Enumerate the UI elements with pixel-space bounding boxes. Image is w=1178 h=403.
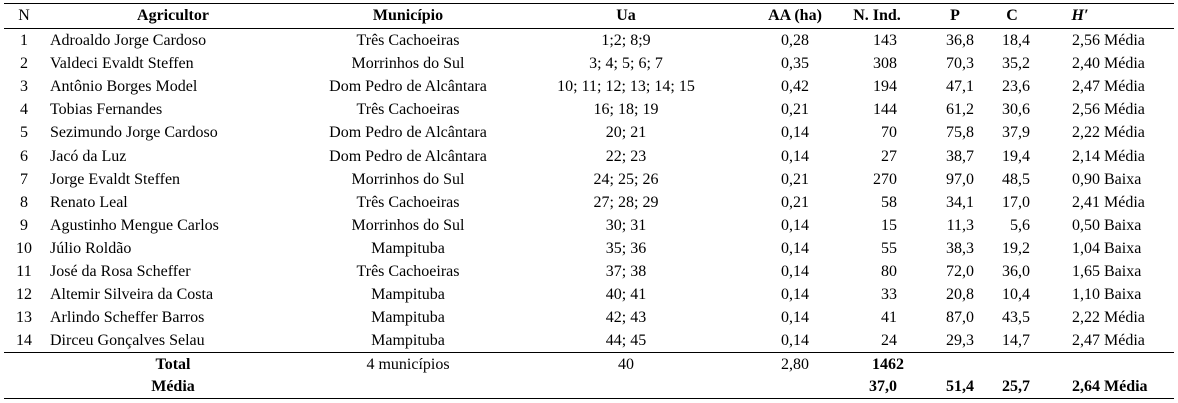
row-aa: 0,14 xyxy=(781,309,809,327)
row-nind: 308 xyxy=(873,55,897,73)
row-c: 43,5 xyxy=(1002,309,1030,327)
row-p: 61,2 xyxy=(946,101,974,119)
row-aa: 0,21 xyxy=(781,170,809,188)
row-aa: 0,28 xyxy=(781,32,809,49)
row-p: 36,8 xyxy=(946,32,974,49)
row-class: Média xyxy=(1104,32,1145,49)
row-aa: 0,14 xyxy=(781,239,809,257)
header-h: H′ xyxy=(1071,7,1089,24)
row-agricultor: Sezimundo Jorge Cardoso xyxy=(50,124,218,142)
row-ua: 40; 41 xyxy=(605,286,647,304)
row-ua: 24; 25; 26 xyxy=(593,170,659,188)
media-nind: 37,0 xyxy=(869,378,897,395)
row-h: 2,41 xyxy=(1072,193,1100,211)
row-aa: 0,14 xyxy=(781,332,809,350)
row-n: 9 xyxy=(20,216,28,234)
row-municipio: Morrinhos do Sul xyxy=(351,55,465,73)
row-h: 2,56 xyxy=(1072,101,1100,119)
media-c: 25,7 xyxy=(1002,378,1030,395)
row-nind: 270 xyxy=(873,170,897,188)
row-n: 1 xyxy=(20,32,28,49)
header-nind: N. Ind. xyxy=(853,7,901,24)
row-agricultor: Dirceu Gonçalves Selau xyxy=(50,332,205,350)
row-h: 2,40 xyxy=(1072,55,1100,73)
bottom-rule xyxy=(4,398,1174,399)
row-nind: 24 xyxy=(881,332,897,350)
row-h: 2,47 xyxy=(1072,78,1100,96)
row-ua: 42; 43 xyxy=(605,309,647,327)
row-p: 72,0 xyxy=(946,263,974,280)
row-h: 2,22 xyxy=(1072,124,1100,142)
row-p: 47,1 xyxy=(946,78,974,96)
row-p: 70,3 xyxy=(946,55,974,73)
row-class: Baixa xyxy=(1104,216,1142,234)
header-municipio: Município xyxy=(372,7,444,24)
row-agricultor: Valdeci Evaldt Steffen xyxy=(50,55,194,73)
row-p: 20,8 xyxy=(946,286,974,304)
header-rule xyxy=(4,28,1174,29)
row-aa: 0,35 xyxy=(781,55,809,73)
row-agricultor: Tobias Fernandes xyxy=(50,101,163,119)
row-agricultor: Renato Leal xyxy=(50,193,128,211)
row-c: 17,0 xyxy=(1002,193,1030,211)
row-p: 38,7 xyxy=(946,147,974,165)
row-aa: 0,14 xyxy=(781,124,809,142)
media-p: 51,4 xyxy=(946,378,974,395)
row-agricultor: Adroaldo Jorge Cardoso xyxy=(50,32,207,49)
row-c: 48,5 xyxy=(1002,170,1030,188)
row-ua: 20; 21 xyxy=(605,124,647,142)
row-n: 4 xyxy=(20,101,28,119)
row-c: 23,6 xyxy=(1002,78,1030,96)
row-c: 35,2 xyxy=(1002,55,1030,73)
header-c: C xyxy=(1006,7,1018,24)
row-nind: 15 xyxy=(881,216,897,234)
row-h: 2,14 xyxy=(1072,147,1100,165)
row-ua: 44; 45 xyxy=(605,332,647,350)
media-h: 2,64 xyxy=(1072,378,1100,395)
row-n: 8 xyxy=(20,193,28,211)
row-h: 1,04 xyxy=(1072,239,1100,257)
total-nind: 1462 xyxy=(872,356,904,373)
row-h: 2,47 xyxy=(1072,332,1100,350)
row-c: 37,9 xyxy=(1002,124,1030,142)
row-aa: 0,14 xyxy=(781,263,809,280)
row-class: Média xyxy=(1104,78,1145,96)
row-nind: 27 xyxy=(881,147,897,165)
row-ua: 37; 38 xyxy=(605,263,647,280)
row-c: 19,4 xyxy=(1002,147,1030,165)
row-ua: 27; 28; 29 xyxy=(593,193,659,211)
row-n: 10 xyxy=(16,239,32,257)
row-municipio: Três Cachoeiras xyxy=(356,101,460,119)
row-class: Média xyxy=(1104,124,1145,142)
row-n: 3 xyxy=(20,78,28,96)
row-municipio: Três Cachoeiras xyxy=(356,263,460,280)
row-municipio: Três Cachoeiras xyxy=(356,193,460,211)
row-municipio: Três Cachoeiras xyxy=(356,32,460,49)
row-municipio: Mampituba xyxy=(371,239,445,257)
row-ua: 35; 36 xyxy=(605,239,647,257)
row-c: 14,7 xyxy=(1002,332,1030,350)
body-rule xyxy=(4,352,1174,353)
row-agricultor: Altemir Silveira da Costa xyxy=(50,286,214,304)
row-c: 5,6 xyxy=(1010,216,1030,234)
row-agricultor: José da Rosa Scheffer xyxy=(50,263,191,280)
row-nind: 70 xyxy=(881,124,897,142)
row-n: 14 xyxy=(16,332,32,350)
row-municipio: Mampituba xyxy=(371,286,445,304)
row-p: 75,8 xyxy=(946,124,974,142)
header-aa: AA (ha) xyxy=(768,7,822,24)
row-c: 10,4 xyxy=(1002,286,1030,304)
row-h: 1,65 xyxy=(1072,263,1100,280)
row-ua: 30; 31 xyxy=(605,216,647,234)
row-aa: 0,14 xyxy=(781,286,809,304)
row-n: 13 xyxy=(16,309,32,327)
row-municipio: Morrinhos do Sul xyxy=(351,216,465,234)
header-p: P xyxy=(950,7,960,24)
row-municipio: Dom Pedro de Alcântara xyxy=(329,78,487,96)
row-h: 1,10 xyxy=(1072,286,1100,304)
row-n: 6 xyxy=(20,147,28,165)
total-aa: 2,80 xyxy=(781,356,809,373)
row-agricultor: Antônio Borges Model xyxy=(50,78,198,96)
row-agricultor: Jorge Evaldt Steffen xyxy=(50,170,181,188)
row-agricultor: Arlindo Scheffer Barros xyxy=(50,309,205,327)
row-agricultor: Jacó da Luz xyxy=(50,147,127,165)
row-municipio: Dom Pedro de Alcântara xyxy=(329,124,487,142)
row-p: 38,3 xyxy=(946,239,974,257)
row-nind: 55 xyxy=(881,239,897,257)
row-p: 87,0 xyxy=(946,309,974,327)
row-h: 2,56 xyxy=(1072,32,1100,49)
row-municipio: Morrinhos do Sul xyxy=(351,170,465,188)
row-class: Baixa xyxy=(1104,286,1142,304)
row-class: Média xyxy=(1104,193,1145,211)
header-ua: Ua xyxy=(616,7,636,24)
row-class: Média xyxy=(1104,55,1145,73)
row-p: 29,3 xyxy=(946,332,974,350)
row-class: Baixa xyxy=(1104,263,1142,280)
row-ua: 22; 23 xyxy=(605,147,647,165)
row-agricultor: Júlio Roldão xyxy=(50,239,132,257)
row-municipio: Mampituba xyxy=(371,332,445,350)
row-class: Baixa xyxy=(1104,170,1142,188)
row-aa: 0,14 xyxy=(781,147,809,165)
row-ua: 1;2; 8;9 xyxy=(601,32,651,49)
row-c: 30,6 xyxy=(1002,101,1030,119)
row-p: 34,1 xyxy=(946,193,974,211)
row-n: 2 xyxy=(20,55,28,73)
row-ua: 16; 18; 19 xyxy=(593,101,659,119)
media-label: Média xyxy=(151,378,195,395)
row-class: Média xyxy=(1104,332,1145,350)
row-nind: 194 xyxy=(873,78,897,96)
row-ua: 3; 4; 5; 6; 7 xyxy=(589,55,663,73)
row-aa: 0,21 xyxy=(781,101,809,119)
row-class: Média xyxy=(1104,101,1145,119)
row-aa: 0,21 xyxy=(781,193,809,211)
row-agricultor: Agustinho Mengue Carlos xyxy=(50,216,219,234)
row-h: 0,50 xyxy=(1072,216,1100,234)
total-municipio: 4 municípios xyxy=(366,356,450,373)
row-nind: 33 xyxy=(881,286,897,304)
row-nind: 143 xyxy=(873,32,897,49)
total-label: Total xyxy=(155,356,191,373)
row-nind: 80 xyxy=(881,263,897,280)
row-n: 5 xyxy=(20,124,28,142)
row-class: Média xyxy=(1104,147,1145,165)
row-n: 12 xyxy=(16,286,32,304)
row-nind: 58 xyxy=(881,193,897,211)
row-n: 11 xyxy=(16,263,32,280)
row-p: 11,3 xyxy=(946,216,974,234)
row-p: 97,0 xyxy=(946,170,974,188)
row-ua: 10; 11; 12; 13; 14; 15 xyxy=(557,78,695,96)
row-h: 0,90 xyxy=(1072,170,1100,188)
row-c: 19,2 xyxy=(1002,239,1030,257)
row-nind: 41 xyxy=(881,309,897,327)
total-ua: 40 xyxy=(618,356,634,373)
row-aa: 0,14 xyxy=(781,216,809,234)
row-c: 18,4 xyxy=(1002,32,1030,49)
header-agricultor: Agricultor xyxy=(137,7,209,24)
row-municipio: Mampituba xyxy=(371,309,445,327)
top-rule xyxy=(4,3,1174,4)
row-h: 2,22 xyxy=(1072,309,1100,327)
row-aa: 0,42 xyxy=(781,78,809,96)
row-municipio: Dom Pedro de Alcântara xyxy=(329,147,487,165)
row-n: 7 xyxy=(20,170,28,188)
header-n: N xyxy=(18,7,30,24)
row-class: Baixa xyxy=(1104,239,1142,257)
row-nind: 144 xyxy=(873,101,897,119)
row-c: 36,0 xyxy=(1002,263,1030,280)
row-class: Média xyxy=(1104,309,1145,327)
media-class: Média xyxy=(1104,378,1148,395)
